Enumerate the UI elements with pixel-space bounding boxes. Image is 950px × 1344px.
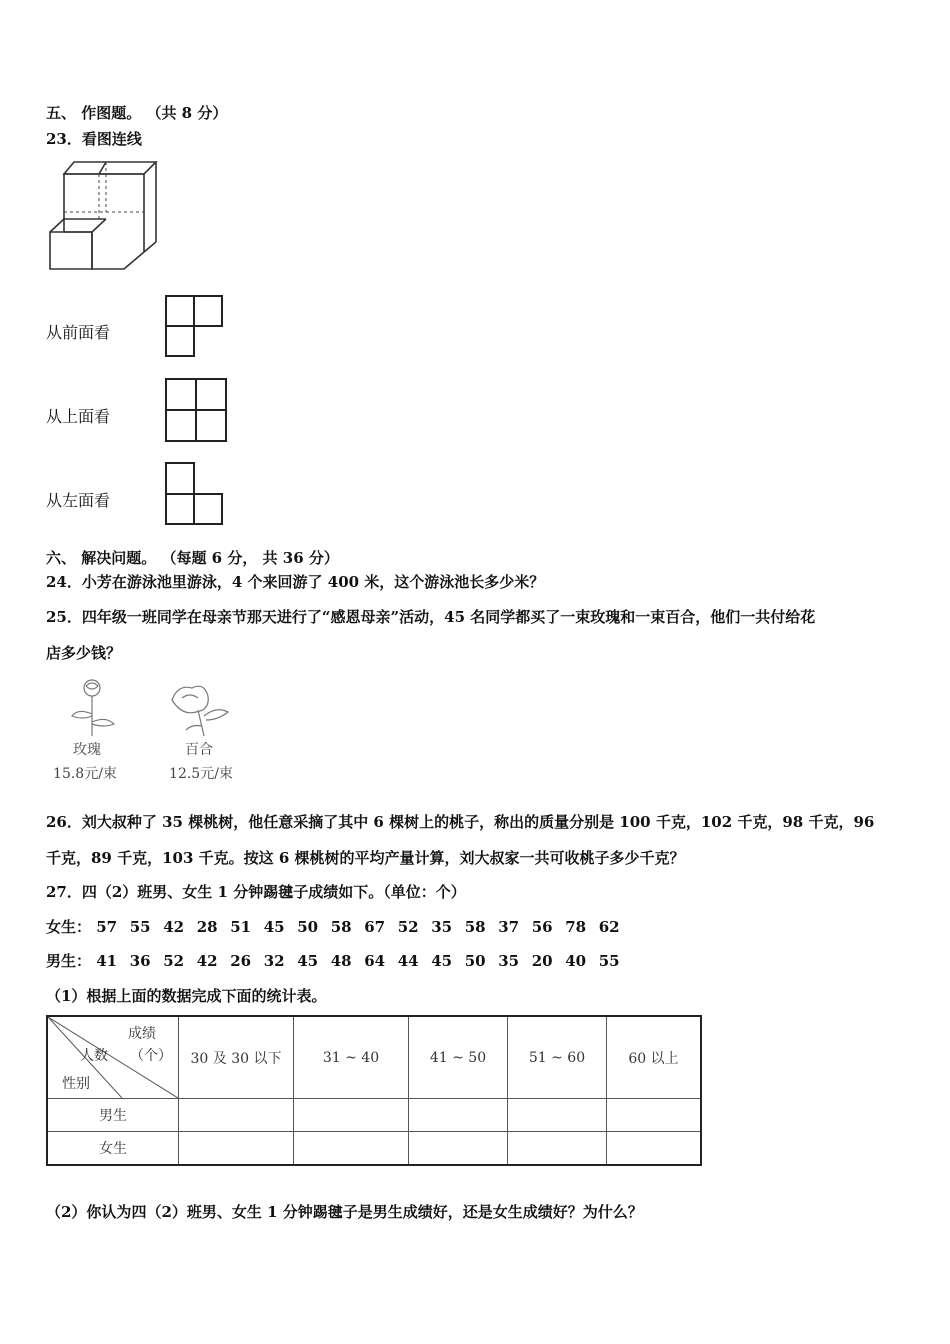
boys-scores-row: [46, 950, 632, 971]
score-value: 45: [431, 952, 453, 970]
answer-cell[interactable]: [508, 1132, 607, 1165]
score-value: 64: [364, 952, 386, 970]
view-label-front: 从前面看: [46, 323, 111, 342]
score-value: 28: [196, 918, 218, 936]
row-header-girls: 女生: [47, 1132, 179, 1165]
score-value: 67: [364, 918, 386, 936]
question-27-part1: （1）根据上面的数据完成下面的统计表。: [46, 987, 327, 1005]
answer-cell[interactable]: [409, 1099, 508, 1132]
corner-count-label: 人数: [80, 1048, 108, 1064]
question-24-text: 24．小芳在游泳池里游泳，4 个来回游了 400 米，这个游泳池长多少米？: [46, 573, 545, 591]
table-header-row: [47, 1016, 701, 1099]
girls-label: 女生：: [46, 918, 92, 936]
score-value: 41: [96, 952, 118, 970]
question-27-part2: （2）你认为四（2）班男、女生 1 分钟踢毽子是男生成绩好，还是女生成绩好？为什么？: [46, 1203, 643, 1221]
score-value: 48: [330, 952, 352, 970]
score-value: 35: [498, 952, 520, 970]
score-value: 42: [196, 952, 218, 970]
score-value: 45: [263, 918, 285, 936]
score-value: 40: [565, 952, 587, 970]
answer-cell[interactable]: [508, 1099, 607, 1132]
rose-name: 玫瑰: [73, 742, 101, 758]
view-label-top: 从上面看: [46, 407, 111, 426]
front-view-diagram[interactable]: [163, 293, 225, 359]
view-label-left: 从左面看: [46, 491, 111, 510]
score-value: 45: [297, 952, 319, 970]
row-header-boys: 男生: [47, 1099, 179, 1132]
score-value: 58: [464, 918, 486, 936]
score-value: 44: [397, 952, 419, 970]
corner-unit-label: （个）: [130, 1048, 172, 1064]
corner-score-label: 成绩: [128, 1026, 156, 1042]
corner-cell: [47, 1016, 179, 1099]
score-value: 20: [531, 952, 553, 970]
boys-label: 男生：: [46, 952, 92, 970]
score-value: 50: [464, 952, 486, 970]
column-header: 30 及 30 以下: [179, 1016, 294, 1099]
section-five-heading: 五、 作图题。 （共 8 分）: [46, 104, 228, 122]
lily-price: 12.5元/束: [169, 766, 233, 782]
score-value: 55: [598, 952, 620, 970]
column-header: 31 ~ 40: [294, 1016, 409, 1099]
table-row: [47, 1099, 701, 1132]
score-value: 52: [397, 918, 419, 936]
top-view-diagram[interactable]: [163, 376, 229, 444]
answer-cell[interactable]: [607, 1132, 702, 1165]
score-value: 55: [129, 918, 151, 936]
answer-cell[interactable]: [179, 1132, 294, 1165]
score-value: 62: [598, 918, 620, 936]
score-value: 35: [431, 918, 453, 936]
score-value: 52: [163, 952, 185, 970]
answer-cell[interactable]: [294, 1099, 409, 1132]
score-value: 57: [96, 918, 118, 936]
left-view-diagram[interactable]: [163, 460, 225, 527]
score-value: 32: [263, 952, 285, 970]
answer-cell[interactable]: [607, 1099, 702, 1132]
corner-gender-label: 性别: [62, 1076, 90, 1092]
section-six-heading: 六、 解决问题。 （每题 6 分， 共 36 分）: [46, 549, 339, 567]
question-25-line2: 店多少钱？: [46, 644, 122, 662]
cube-stack-figure: [44, 157, 159, 277]
score-value: 50: [297, 918, 319, 936]
answer-cell[interactable]: [409, 1132, 508, 1165]
column-header: 60 以上: [607, 1016, 702, 1099]
question-25-line1: 25．四年级一班同学在母亲节那天进行了“感恩母亲”活动，45 名同学都买了一束玫瑰和一束百合，他们一共付给花: [46, 608, 816, 626]
score-value: 42: [163, 918, 185, 936]
table-row: [47, 1132, 701, 1165]
girls-scores-row: [46, 916, 632, 937]
rose-illustration: [62, 676, 122, 738]
score-value: 26: [230, 952, 252, 970]
question-26-line2: 千克，89 千克，103 千克。按这 6 棵桃树的平均产量计算，刘大叔家一共可收桃子多少千克？: [46, 849, 685, 867]
score-value: 56: [531, 918, 553, 936]
score-value: 58: [330, 918, 352, 936]
lily-name: 百合: [185, 742, 213, 758]
score-value: 78: [565, 918, 587, 936]
column-header: 51 ~ 60: [508, 1016, 607, 1099]
answer-cell[interactable]: [179, 1099, 294, 1132]
rose-price: 15.8元/束: [53, 766, 117, 782]
question-26-line1: 26．刘大叔种了 35 棵桃树，他任意采摘了其中 6 棵树上的桃子，称出的质量分别是 100 千克，102 千克，98 千克，96: [46, 813, 875, 831]
question-23-title: 23．看图连线: [46, 130, 142, 148]
score-value: 36: [129, 952, 151, 970]
column-header: 41 ~ 50: [409, 1016, 508, 1099]
stats-table: [46, 1015, 702, 1166]
score-value: 51: [230, 918, 252, 936]
lily-illustration: [164, 680, 234, 738]
answer-cell[interactable]: [294, 1132, 409, 1165]
score-value: 37: [498, 918, 520, 936]
question-27-title: 27．四（2）班男、女生 1 分钟踢毽子成绩如下。（单位：个）: [46, 883, 466, 901]
